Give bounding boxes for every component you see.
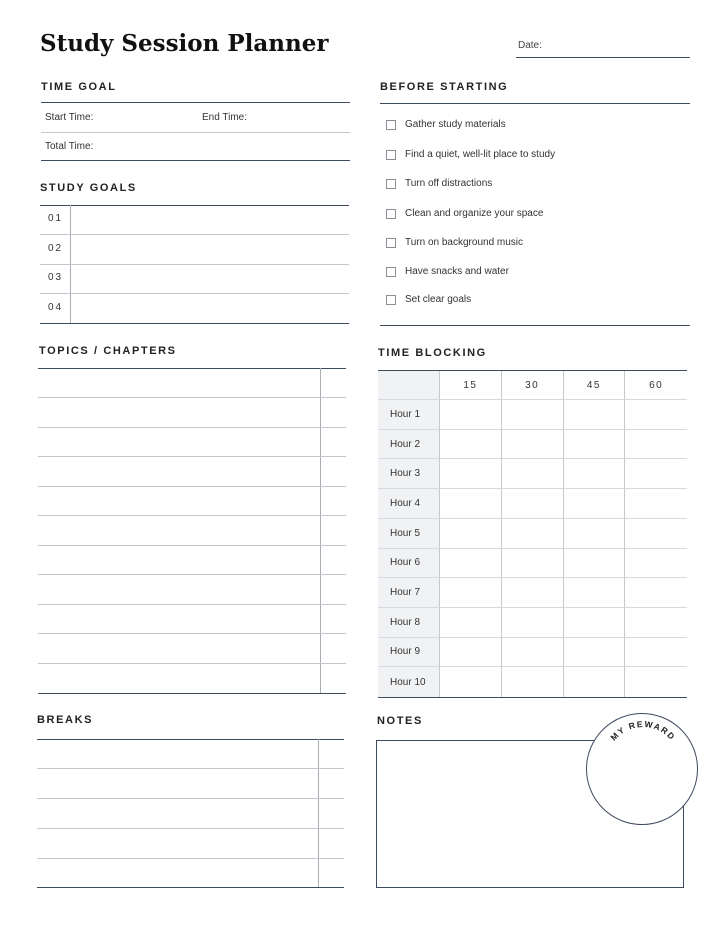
time-block-cell[interactable] bbox=[564, 489, 626, 519]
time-block-cell[interactable] bbox=[625, 667, 687, 697]
time-block-cell[interactable] bbox=[502, 459, 564, 489]
breaks-top-line bbox=[37, 739, 344, 740]
date-field[interactable] bbox=[516, 57, 690, 58]
time-block-cell[interactable] bbox=[625, 638, 687, 668]
time-block-cell[interactable] bbox=[440, 578, 502, 608]
hour-row-label: Hour 2 bbox=[378, 430, 440, 460]
before-starting-heading: BEFORE STARTING bbox=[380, 81, 509, 93]
time-blocking-grid bbox=[378, 370, 687, 698]
checkbox[interactable] bbox=[386, 150, 396, 160]
break-row[interactable] bbox=[37, 858, 344, 859]
checklist-item-label: Gather study materials bbox=[405, 119, 506, 130]
time-block-cell[interactable] bbox=[625, 578, 687, 608]
checklist-item[interactable] bbox=[386, 178, 492, 189]
time-goal-heading: TIME GOAL bbox=[41, 81, 117, 93]
checklist-item[interactable] bbox=[386, 266, 509, 277]
time-block-cell[interactable] bbox=[625, 549, 687, 579]
checklist-item-label: Clean and organize your space bbox=[405, 208, 544, 219]
time-block-cell[interactable] bbox=[440, 608, 502, 638]
checkbox[interactable] bbox=[386, 295, 396, 305]
time-block-cell[interactable] bbox=[502, 608, 564, 638]
time-block-cell[interactable] bbox=[564, 638, 626, 668]
topics-heading: TOPICS / CHAPTERS bbox=[39, 345, 177, 357]
topic-row[interactable] bbox=[38, 604, 346, 605]
hour-row-label: Hour 1 bbox=[378, 400, 440, 430]
checklist-item-label: Find a quiet, well-lit place to study bbox=[405, 149, 556, 160]
break-row[interactable] bbox=[37, 828, 344, 829]
topic-row[interactable] bbox=[38, 456, 346, 457]
topic-row[interactable] bbox=[38, 693, 346, 694]
time-block-cell[interactable] bbox=[502, 549, 564, 579]
goal-number: 03 bbox=[48, 272, 64, 283]
notes-heading: NOTES bbox=[377, 715, 423, 727]
checklist-item[interactable] bbox=[386, 119, 506, 130]
checklist-item-label: Have snacks and water bbox=[405, 266, 509, 277]
topic-row[interactable] bbox=[38, 574, 346, 575]
break-row[interactable] bbox=[37, 798, 344, 799]
checklist-item-label: Turn off distractions bbox=[405, 178, 493, 189]
study-goals-heading: STUDY GOALS bbox=[40, 182, 137, 194]
time-block-cell[interactable] bbox=[502, 430, 564, 460]
goal-number: 04 bbox=[48, 302, 64, 313]
minute-column-header: 15 bbox=[440, 371, 502, 400]
my-reward-label: MY REWARD bbox=[608, 718, 678, 743]
time-block-cell[interactable] bbox=[564, 549, 626, 579]
time-block-cell[interactable] bbox=[440, 430, 502, 460]
checklist-item[interactable] bbox=[386, 294, 471, 305]
minute-column-header: 30 bbox=[502, 371, 564, 400]
time-block-cell[interactable] bbox=[440, 459, 502, 489]
goal-number: 02 bbox=[48, 243, 64, 254]
hour-row-label: Hour 8 bbox=[378, 608, 440, 638]
time-block-cell[interactable] bbox=[564, 608, 626, 638]
hour-row-label: Hour 9 bbox=[378, 638, 440, 668]
minute-column-header: 45 bbox=[564, 371, 626, 400]
time-block-cell[interactable] bbox=[564, 400, 626, 430]
time-block-cell[interactable] bbox=[625, 400, 687, 430]
checklist-item[interactable] bbox=[386, 208, 543, 219]
checklist-item-label: Set clear goals bbox=[405, 294, 472, 305]
study-goals-top-line bbox=[40, 205, 349, 206]
goal-row-4[interactable] bbox=[40, 323, 349, 324]
end-time-label: End Time: bbox=[202, 112, 248, 123]
start-time-label: Start Time: bbox=[45, 112, 94, 123]
checkbox[interactable] bbox=[386, 209, 396, 219]
goal-row-1[interactable] bbox=[40, 234, 349, 235]
time-block-cell[interactable] bbox=[502, 400, 564, 430]
checkbox[interactable] bbox=[386, 179, 396, 189]
time-block-cell[interactable] bbox=[564, 459, 626, 489]
time-block-cell[interactable] bbox=[440, 638, 502, 668]
time-block-cell[interactable] bbox=[440, 667, 502, 697]
checklist-item[interactable] bbox=[386, 149, 555, 160]
time-block-cell[interactable] bbox=[502, 489, 564, 519]
checklist-item-label: Turn on background music bbox=[405, 237, 524, 248]
topic-row[interactable] bbox=[38, 427, 346, 428]
time-block-cell[interactable] bbox=[440, 489, 502, 519]
topic-row[interactable] bbox=[38, 663, 346, 664]
time-block-cell[interactable] bbox=[564, 430, 626, 460]
start-end-time-field[interactable] bbox=[41, 132, 350, 133]
before-starting-bottom-line bbox=[380, 325, 690, 326]
time-block-cell[interactable] bbox=[502, 519, 564, 549]
time-block-cell[interactable] bbox=[625, 519, 687, 549]
time-blocking-heading: TIME BLOCKING bbox=[378, 347, 487, 359]
breaks-heading: BREAKS bbox=[37, 714, 94, 726]
date-label: Date: bbox=[518, 40, 542, 51]
time-blocking-corner bbox=[378, 371, 440, 400]
hour-row-label: Hour 5 bbox=[378, 519, 440, 549]
checkbox[interactable] bbox=[386, 238, 396, 248]
hour-row-label: Hour 3 bbox=[378, 459, 440, 489]
topic-row[interactable] bbox=[38, 397, 346, 398]
time-block-cell[interactable] bbox=[564, 667, 626, 697]
time-block-cell[interactable] bbox=[440, 519, 502, 549]
topic-row[interactable] bbox=[38, 545, 346, 546]
time-block-cell[interactable] bbox=[440, 400, 502, 430]
hour-row-label: Hour 6 bbox=[378, 549, 440, 579]
topics-check-column-divider bbox=[320, 368, 321, 693]
time-block-cell[interactable] bbox=[502, 578, 564, 608]
my-reward-label-graphic bbox=[586, 713, 698, 825]
topics-top-line bbox=[38, 368, 346, 369]
time-block-cell[interactable] bbox=[625, 459, 687, 489]
checkbox[interactable] bbox=[386, 267, 396, 277]
hour-row-label: Hour 7 bbox=[378, 578, 440, 608]
time-block-cell[interactable] bbox=[502, 667, 564, 697]
checklist-item[interactable] bbox=[386, 237, 523, 248]
minute-column-header: 60 bbox=[625, 371, 687, 400]
time-goal-divider bbox=[41, 102, 350, 103]
topic-row[interactable] bbox=[38, 486, 346, 487]
time-block-cell[interactable] bbox=[564, 519, 626, 549]
goal-row-2[interactable] bbox=[40, 264, 349, 265]
goal-row-3[interactable] bbox=[40, 293, 349, 294]
svg-text:MY REWARD bbox=[608, 719, 677, 743]
break-row[interactable] bbox=[37, 887, 344, 888]
my-reward-circle[interactable] bbox=[586, 713, 698, 825]
time-block-cell[interactable] bbox=[625, 430, 687, 460]
total-time-field[interactable] bbox=[41, 160, 350, 161]
before-starting-divider bbox=[380, 103, 690, 104]
time-block-cell[interactable] bbox=[625, 489, 687, 519]
hour-row-label: Hour 10 bbox=[378, 667, 440, 697]
time-block-cell[interactable] bbox=[625, 608, 687, 638]
time-block-cell[interactable] bbox=[502, 638, 564, 668]
total-time-label: Total Time: bbox=[45, 141, 94, 152]
hour-row-label: Hour 4 bbox=[378, 489, 440, 519]
time-block-cell[interactable] bbox=[440, 549, 502, 579]
topic-row[interactable] bbox=[38, 633, 346, 634]
time-block-cell[interactable] bbox=[564, 578, 626, 608]
checkbox[interactable] bbox=[386, 120, 396, 130]
breaks-check-column-divider bbox=[318, 739, 319, 887]
goal-number: 01 bbox=[48, 213, 64, 224]
topic-row[interactable] bbox=[38, 515, 346, 516]
page-title: Study Session Planner bbox=[40, 30, 329, 57]
break-row[interactable] bbox=[37, 768, 344, 769]
